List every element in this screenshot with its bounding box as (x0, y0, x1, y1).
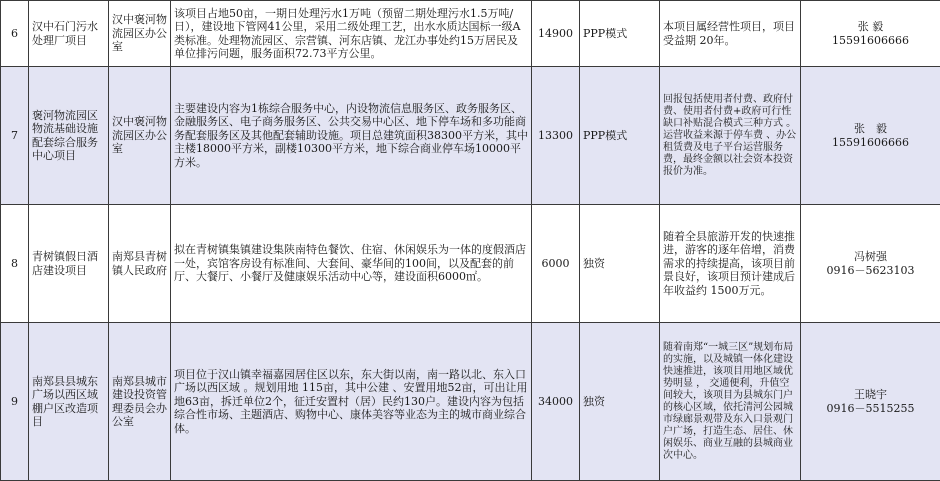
table-row (1, 1, 940, 67)
cooperation-mode: 独资 (580, 323, 660, 481)
project-name: 南郑县县城东广场以西区域棚户区改造项目 (29, 323, 109, 481)
investment-amount: 14900 (532, 1, 580, 67)
project-benefit: 回报包括使用者付费、政府付费、使用者付费+政府可行性缺口补贴混合模式三种方式 。运营收益来源于停车费 、办公租赁费及电子平台运营服务费，最终金额以社会资本投资报价为准。 (660, 67, 801, 205)
investment-amount: 34000 (532, 323, 580, 481)
contact-phone: 15591606666 (832, 135, 909, 149)
project-owner: 南郑县城市建设投资管理委员会办公室 (109, 323, 171, 481)
contact-phone: 15591606666 (832, 33, 909, 47)
table-row (1, 323, 940, 481)
contact-name: 王晓宇 (854, 388, 887, 401)
cooperation-mode: PPP模式 (580, 67, 660, 205)
project-content: 主要建设内容为1栋综合服务中心，内设物流信息服务区、政务服务区、金融服务区、电子商务服务区、公共交易中心区、地下停车场和多功能商务配套服务区及其他配套辅助设施。项目总建筑面积38300平方米，其中主楼18000平方米，副楼10300平方米，地下综合商业停车场10000平方米。 (171, 67, 532, 205)
cooperation-mode: 独资 (580, 205, 660, 323)
table-row (1, 205, 940, 323)
contact-phone: 0916－5515255 (826, 401, 915, 415)
contact (801, 1, 940, 67)
project-benefit: 本项目属经营性项目，项目受益期 20年。 (660, 1, 801, 67)
contact-name: 张 毅 (857, 20, 884, 33)
investment-amount: 13300 (532, 67, 580, 205)
contact-name: 张 毅 (854, 122, 887, 135)
project-owner: 汉中褒河物流园区办公室 (109, 1, 171, 67)
contact (801, 205, 940, 323)
table-row (1, 67, 940, 205)
investment-amount: 6000 (532, 205, 580, 323)
project-owner: 汉中褒河物流园区办公室 (109, 67, 171, 205)
project-name: 汉中石门污水处理厂项目 (29, 1, 109, 67)
contact (801, 67, 940, 205)
cooperation-mode: PPP模式 (580, 1, 660, 67)
project-content: 项目位于汉山镇幸福嘉园居住区以东，东大街以南，南一路以北、东入口广场以西区域 。规划用地 115亩，其中公建 、安置用地52亩，可出让用地63亩，拆迁单位2个，征迁安置村（居）民约130户。建设内容为包括综合性市场、主题酒店、购物中心、康体美容等业态为主的城市商业综合体。 (171, 323, 532, 481)
project-name: 青树镇假日酒店建设项目 (29, 205, 109, 323)
project-content: 拟在青树镇集镇建设集陕南特色餐饮、住宿、休闲娱乐为一体的度假酒店一处，宾馆客房设有标准间、大套间、豪华间的100间，以及配套的前厅、大餐厅、小餐厅及健康娱乐活动中心等，建设面积6000㎡。 (171, 205, 532, 323)
contact-name: 冯树强 (854, 250, 887, 263)
project-content: 该项目占地50亩，一期日处理污水1万吨（预留二期处理污水1.5万吨/日），建设地下管网41公里，采用二级处理工艺，出水水质达国标一级A类标准。处理物流园区、宗营镇、河东店镇、龙江办事处约15万居民及单位排污问题，服务面积72.73平方公里。 (171, 1, 532, 67)
project-benefit: 随着南郑“一城三区”规划布局的实施，以及城镇一体化建设快速推进，该项目用地区域优势明显 ， 交通便利，升值空间较大，该项目为县城东门户的核心区域，依托清河公园城市绿廊景观带及东入口景观门户广场，打造生态、居住、休闲娱乐、商业互融的县城商业次中心。 (660, 323, 801, 481)
row-number: 6 (1, 1, 29, 67)
row-number: 8 (1, 205, 29, 323)
project-benefit: 随着全县旅游开发的快速推进，游客的逐年倍增，消费需求的持续提高，该项目前景良好，该项目预计建成后年收益约 1500万元。 (660, 205, 801, 323)
row-number: 9 (1, 323, 29, 481)
project-name: 褒河物流园区物流基础设施配套综合服务中心项目 (29, 67, 109, 205)
row-number: 7 (1, 67, 29, 205)
contact (801, 323, 940, 481)
project-owner: 南郑县青树镇人民政府 (109, 205, 171, 323)
contact-phone: 0916－5623103 (826, 263, 915, 277)
